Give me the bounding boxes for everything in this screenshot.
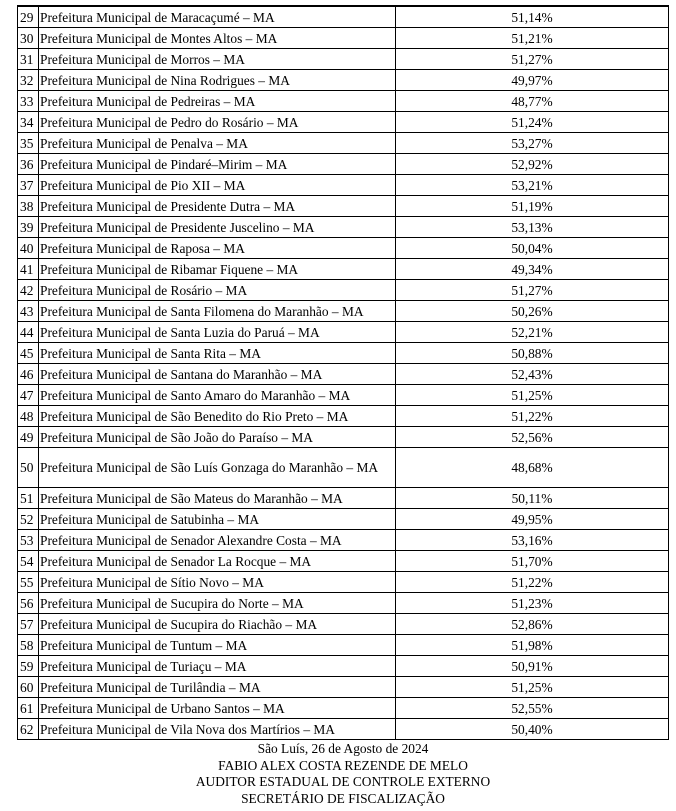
- table-row: [18, 551, 669, 572]
- table-row: [18, 259, 669, 280]
- percentage-value: 48,77%: [396, 91, 669, 112]
- table-row: [18, 656, 669, 677]
- signer-role: AUDITOR ESTADUAL DE CONTROLE EXTERNO: [195, 774, 491, 790]
- municipality-name: Prefeitura Municipal de São João do Paraíso – MA: [39, 427, 396, 448]
- percentage-value: 50,26%: [396, 301, 669, 322]
- municipality-name: Prefeitura Municipal de Sucupira do Riachão – MA: [39, 614, 396, 635]
- municipality-name: Prefeitura Municipal de Pindaré–Mirim – MA: [39, 154, 396, 175]
- percentage-value: 49,97%: [396, 70, 669, 91]
- percentage-value: 51,25%: [396, 385, 669, 406]
- municipality-name: Prefeitura Municipal de Sucupira do Norte – MA: [39, 593, 396, 614]
- row-number: 30: [18, 28, 39, 49]
- row-number: 36: [18, 154, 39, 175]
- table-row: [18, 593, 669, 614]
- table-row: [18, 217, 669, 238]
- row-number: 62: [18, 719, 39, 740]
- municipality-name: Prefeitura Municipal de Pedreiras – MA: [39, 91, 396, 112]
- municipality-name: Prefeitura Municipal de Vila Nova dos Martírios – MA: [39, 719, 396, 740]
- table-row: [18, 70, 669, 91]
- table-row: [18, 196, 669, 217]
- row-number: 46: [18, 364, 39, 385]
- municipality-name: Prefeitura Municipal de Turiaçu – MA: [39, 656, 396, 677]
- percentage-value: 53,16%: [396, 530, 669, 551]
- municipality-name: Prefeitura Municipal de Santa Rita – MA: [39, 343, 396, 364]
- row-number: 54: [18, 551, 39, 572]
- municipality-name: Prefeitura Municipal de Presidente Dutra – MA: [39, 196, 396, 217]
- municipality-name: Prefeitura Municipal de Raposa – MA: [39, 238, 396, 259]
- percentage-value: 52,86%: [396, 614, 669, 635]
- percentage-value: 51,19%: [396, 196, 669, 217]
- table-row: [18, 427, 669, 448]
- percentage-value: 53,27%: [396, 133, 669, 154]
- municipality-name: Prefeitura Municipal de Urbano Santos – MA: [39, 698, 396, 719]
- row-number: 50: [18, 448, 39, 488]
- percentage-value: 51,24%: [396, 112, 669, 133]
- table-row: [18, 6, 669, 28]
- municipality-name: Prefeitura Municipal de Penalva – MA: [39, 133, 396, 154]
- municipality-name: Prefeitura Municipal de Turilândia – MA: [39, 677, 396, 698]
- municipality-name: Prefeitura Municipal de Santo Amaro do Maranhão – MA: [39, 385, 396, 406]
- percentage-value: 49,34%: [396, 259, 669, 280]
- municipality-name: Prefeitura Municipal de São Luís Gonzaga do Maranhão – MA: [39, 448, 396, 488]
- percentage-value: 51,27%: [396, 280, 669, 301]
- percentage-value: 51,70%: [396, 551, 669, 572]
- table-row: [18, 154, 669, 175]
- percentage-value: 50,40%: [396, 719, 669, 740]
- table-row: [18, 364, 669, 385]
- municipality-name: Prefeitura Municipal de Pio XII – MA: [39, 175, 396, 196]
- table-row: [18, 385, 669, 406]
- row-number: 49: [18, 427, 39, 448]
- date-line: São Luís, 26 de Agosto de 2024: [257, 741, 429, 756]
- row-number: 29: [18, 6, 39, 28]
- table-row: [18, 448, 669, 488]
- row-number: 56: [18, 593, 39, 614]
- municipality-name: Prefeitura Municipal de Santa Filomena do Maranhão – MA: [39, 301, 396, 322]
- percentage-value: 52,21%: [396, 322, 669, 343]
- row-number: 41: [18, 259, 39, 280]
- table-row: [18, 175, 669, 196]
- municipality-name: Prefeitura Municipal de Sítio Novo – MA: [39, 572, 396, 593]
- percentage-value: 51,14%: [396, 6, 669, 28]
- percentage-value: 53,21%: [396, 175, 669, 196]
- row-number: 55: [18, 572, 39, 593]
- municipality-name: Prefeitura Municipal de Morros – MA: [39, 49, 396, 70]
- municipality-name: Prefeitura Municipal de Pedro do Rosário – MA: [39, 112, 396, 133]
- table-row: [18, 112, 669, 133]
- row-number: 53: [18, 530, 39, 551]
- row-number: 44: [18, 322, 39, 343]
- row-number: 37: [18, 175, 39, 196]
- table-row: [18, 530, 669, 551]
- percentage-value: 51,23%: [396, 593, 669, 614]
- percentage-value: 53,13%: [396, 217, 669, 238]
- municipality-name: Prefeitura Municipal de São Mateus do Maranhão – MA: [39, 488, 396, 509]
- municipality-name: Prefeitura Municipal de Nina Rodrigues – MA: [39, 70, 396, 91]
- row-number: 59: [18, 656, 39, 677]
- table-row: [18, 49, 669, 70]
- row-number: 38: [18, 196, 39, 217]
- table-row: [18, 301, 669, 322]
- table-row: [18, 280, 669, 301]
- row-number: 51: [18, 488, 39, 509]
- table-row: [18, 28, 669, 49]
- percentage-value: 51,22%: [396, 572, 669, 593]
- row-number: 61: [18, 698, 39, 719]
- percentage-value: 51,98%: [396, 635, 669, 656]
- signer-title: SECRETÁRIO DE FISCALIZAÇÃO: [241, 790, 445, 806]
- row-number: 47: [18, 385, 39, 406]
- municipality-name: Prefeitura Municipal de Ribamar Fiquene – MA: [39, 259, 396, 280]
- percentage-value: 50,04%: [396, 238, 669, 259]
- percentage-value: 51,22%: [396, 406, 669, 427]
- table-row: [18, 488, 669, 509]
- percentage-value: 50,91%: [396, 656, 669, 677]
- percentage-value: 52,56%: [396, 427, 669, 448]
- municipality-name: Prefeitura Municipal de Tuntum – MA: [39, 635, 396, 656]
- row-number: 31: [18, 49, 39, 70]
- row-number: 40: [18, 238, 39, 259]
- row-number: 34: [18, 112, 39, 133]
- municipality-name: Prefeitura Municipal de São Benedito do Rio Preto – MA: [39, 406, 396, 427]
- table-row: [18, 614, 669, 635]
- prefeituras-table: [17, 5, 669, 740]
- percentage-value: 52,55%: [396, 698, 669, 719]
- municipality-name: Prefeitura Municipal de Montes Altos – MA: [39, 28, 396, 49]
- percentage-value: 52,43%: [396, 364, 669, 385]
- municipality-name: Prefeitura Municipal de Rosário – MA: [39, 280, 396, 301]
- row-number: 39: [18, 217, 39, 238]
- percentage-value: 50,11%: [396, 488, 669, 509]
- row-number: 52: [18, 509, 39, 530]
- row-number: 43: [18, 301, 39, 322]
- table-row: [18, 572, 669, 593]
- percentage-value: 50,88%: [396, 343, 669, 364]
- table-row: [18, 322, 669, 343]
- table-row: [18, 719, 669, 740]
- row-number: 57: [18, 614, 39, 635]
- signer-name: FABIO ALEX COSTA REZENDE DE MELO: [218, 757, 468, 773]
- table-row: [18, 635, 669, 656]
- table-row: [18, 238, 669, 259]
- table-row: [18, 343, 669, 364]
- row-number: 60: [18, 677, 39, 698]
- percentage-value: 48,68%: [396, 448, 669, 488]
- table-row: [18, 406, 669, 427]
- municipality-name: Prefeitura Municipal de Santa Luzia do Paruá – MA: [39, 322, 396, 343]
- row-number: 33: [18, 91, 39, 112]
- municipality-name: Prefeitura Municipal de Santana do Maranhão – MA: [39, 364, 396, 385]
- row-number: 48: [18, 406, 39, 427]
- table-row: [18, 91, 669, 112]
- row-number: 35: [18, 133, 39, 154]
- table-row: [18, 677, 669, 698]
- municipality-name: Prefeitura Municipal de Satubinha – MA: [39, 509, 396, 530]
- row-number: 42: [18, 280, 39, 301]
- table-body: [18, 6, 669, 740]
- municipality-name: Prefeitura Municipal de Senador Alexandre Costa – MA: [39, 530, 396, 551]
- row-number: 32: [18, 70, 39, 91]
- municipality-name: Prefeitura Municipal de Presidente Juscelino – MA: [39, 217, 396, 238]
- signature-block: [0, 741, 676, 807]
- municipality-name: Prefeitura Municipal de Maracaçumé – MA: [39, 6, 396, 28]
- percentage-value: 52,92%: [396, 154, 669, 175]
- percentage-value: 51,25%: [396, 677, 669, 698]
- table-row: [18, 698, 669, 719]
- row-number: 45: [18, 343, 39, 364]
- municipality-name: Prefeitura Municipal de Senador La Rocque – MA: [39, 551, 396, 572]
- percentage-value: 49,95%: [396, 509, 669, 530]
- percentage-value: 51,27%: [396, 49, 669, 70]
- table-row: [18, 509, 669, 530]
- row-number: 58: [18, 635, 39, 656]
- percentage-value: 51,21%: [396, 28, 669, 49]
- table-row: [18, 133, 669, 154]
